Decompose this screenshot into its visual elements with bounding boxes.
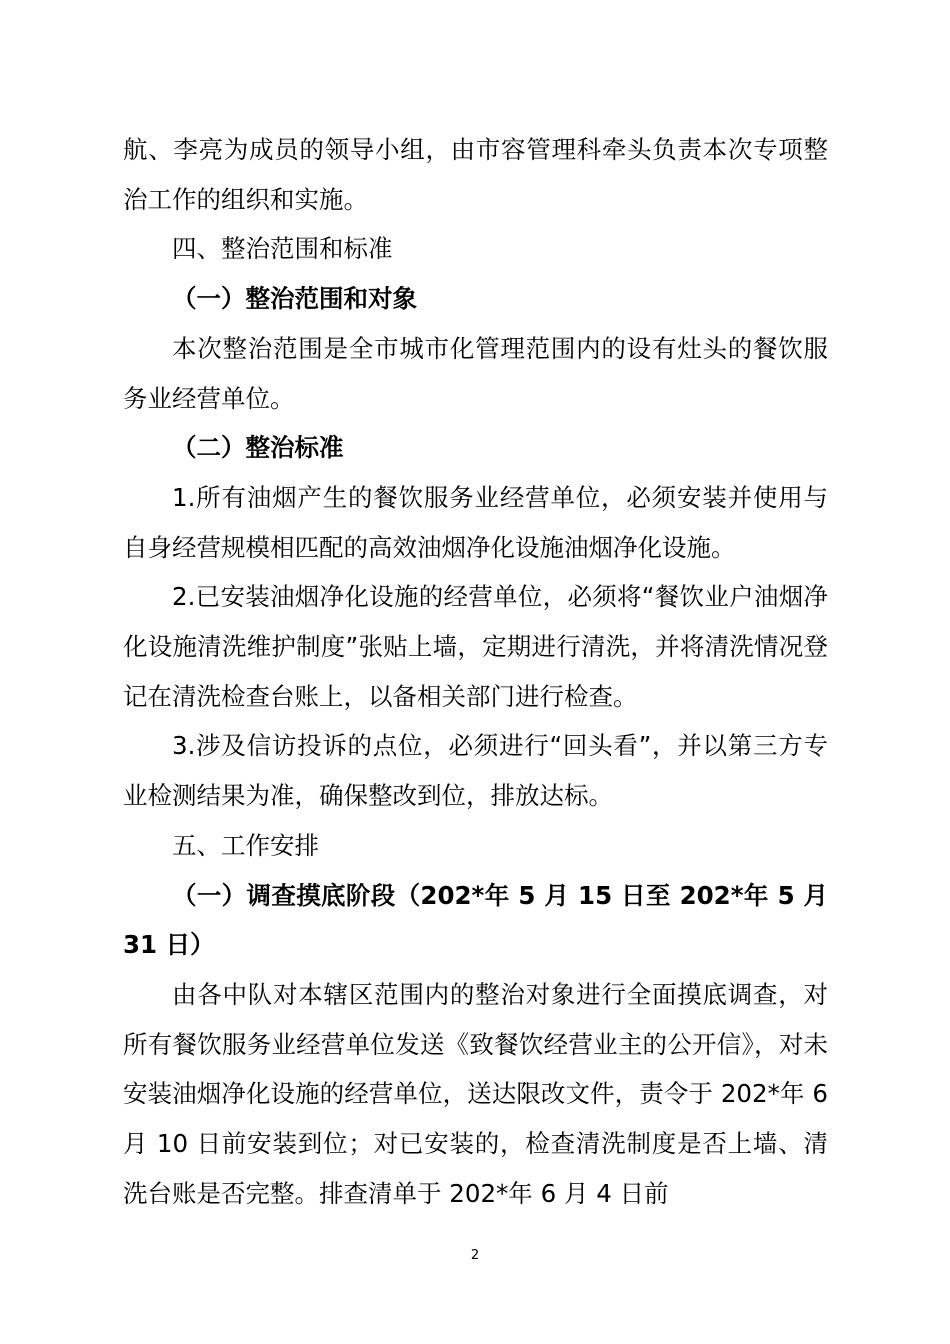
paragraph-leading-group: 航、李亮为成员的领导小组，由市容管理科牵头负责本次专项整治工作的组织和实施。 xyxy=(123,135,828,214)
document-body xyxy=(123,125,828,1218)
paragraph-scope: 本次整治范围是全市城市化管理范围内的设有灶头的餐饮服务业经营单位。 xyxy=(123,333,828,413)
page-number: 2 xyxy=(470,1248,480,1263)
heading-section-five: 五、工作安排 xyxy=(172,830,319,860)
subheading-standard: （二）整治标准 xyxy=(172,433,344,463)
paragraph-survey-phase: 由各中队对本辖区范围内的整治对象进行全面摸底调查，对所有餐饮服务业经营单位发送《致餐饮经营业主的公开信》，对未安装油烟净化设施的经营单位，送达限改文件，责令于 202*年 6 月 10 日前安装到位；对已安装的，检查清洗制度是否上墙、清洗台账是否完整。排查清单于 202*年 6 月 4 日前 xyxy=(123,979,828,1208)
subheading-survey-phase: （一）调查摸底阶段（202*年 5 月 15 日至 202*年 5 月 31 日） xyxy=(123,880,828,960)
paragraph-standard-1: 1.所有油烟产生的餐饮服务业经营单位，必须安装并使用与自身经营规模相匹配的高效油烟净化设施油烟净化设施。 xyxy=(123,482,828,562)
heading-section-four: 四、整治范围和标准 xyxy=(172,234,393,264)
subheading-scope: （一）整治范围和对象 xyxy=(172,284,417,314)
paragraph-standard-3: 3.涉及信访投诉的点位，必须进行“回头看”，并以第三方专业检测结果为准，确保整改到位，排放达标。 xyxy=(123,731,828,811)
paragraph-standard-2: 2.已安装油烟净化设施的经营单位，必须将“餐饮业户油烟净化设施清洗维护制度”张贴上墙，定期进行清洗，并将清洗情况登记在清洗检查台账上，以备相关部门进行检查。 xyxy=(123,582,828,711)
